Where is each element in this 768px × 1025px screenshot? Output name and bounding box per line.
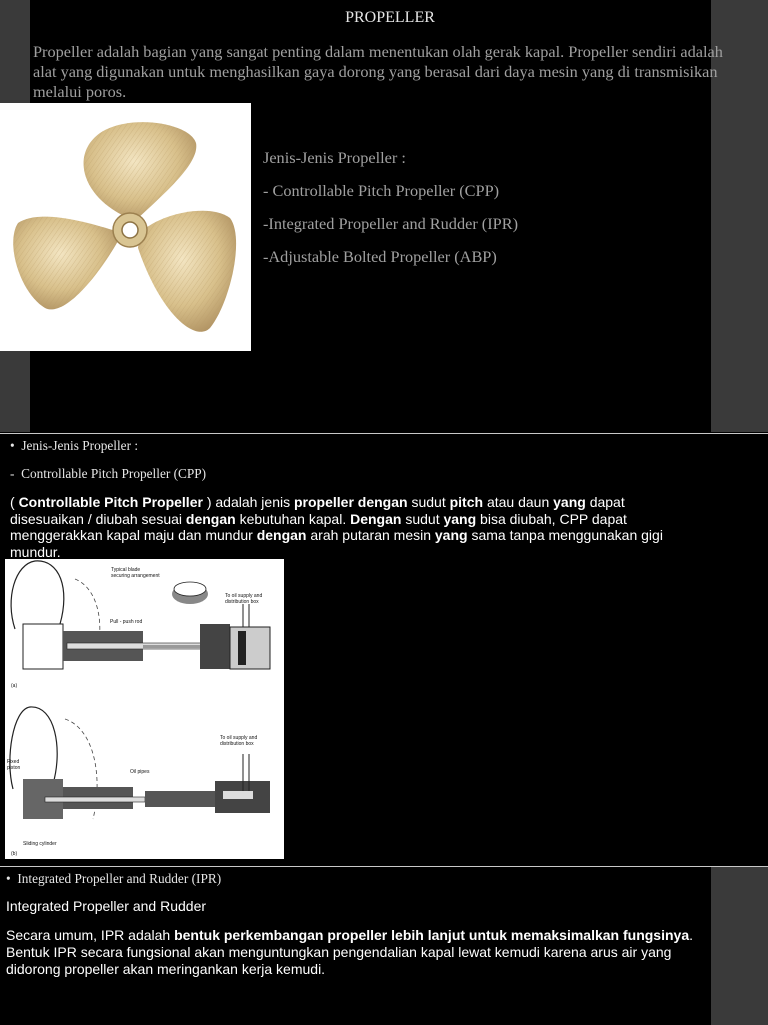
svg-text:Sliding cylinder: Sliding cylinder	[23, 841, 57, 847]
bullet-text: Jenis-Jenis Propeller :	[21, 438, 139, 453]
bullet-text: Controllable Pitch Propeller (CPP)	[21, 466, 207, 481]
svg-text:To oil supply and: To oil supply and	[220, 735, 258, 741]
intro-paragraph: Propeller adalah bagian yang sangat penting dalam menentukan olah gerak kapal. Propeller sendiri adalah alat yang digunakan untuk menghasilkan gaya dorong yang berasal dari daya mesin yang di transmisikan melalui poros.	[33, 42, 723, 101]
type-item-abp: -Adjustable Bolted Propeller (ABP)	[263, 247, 497, 266]
slide-title: PROPELLER	[345, 9, 435, 26]
slide-cpp	[0, 433, 768, 866]
slide-ipr	[0, 866, 768, 1025]
types-heading: Jenis-Jenis Propeller :	[263, 148, 406, 167]
svg-text:Oil pipes: Oil pipes	[130, 769, 150, 775]
bullet-text: Integrated Propeller and Rudder (IPR)	[17, 871, 222, 886]
ipr-heading	[6, 871, 221, 887]
cpp-diagram-drawing	[5, 559, 284, 859]
svg-text:(b): (b)	[11, 851, 18, 857]
svg-text:distribution box: distribution box	[220, 741, 254, 747]
svg-text:(a): (a)	[11, 683, 18, 689]
bullet-types-heading	[10, 438, 138, 454]
cpp-description: ( Controllable Pitch Propeller ) adalah jenis propeller dengan sudut pitch atau daun yang dapat disesuaikan / diubah sesuai dengan kebutuhan kapal. Dengan sudut yang bisa diubah, CPP dapat menggerakkan kapal maju dan mundur dengan arah putaran mesin yang sama tanpa menggunakan gigi mundur.	[10, 494, 663, 560]
cpp-diagram	[5, 559, 284, 859]
right-side-bar	[711, 867, 768, 1025]
svg-text:Pull - push rod: Pull - push rod	[110, 619, 143, 625]
svg-text:To oil supply and: To oil supply and	[225, 593, 263, 599]
svg-text:distribution box: distribution box	[225, 599, 259, 605]
bullet-dot-icon: •	[6, 871, 18, 886]
svg-text:securing arrangement: securing arrangement	[111, 573, 160, 579]
bullet-dot-icon: •	[10, 438, 22, 453]
svg-text:Typical blade: Typical blade	[111, 567, 141, 573]
type-item-ipr: -Integrated Propeller and Rudder (IPR)	[263, 214, 518, 233]
dash-marker: -	[10, 466, 22, 481]
propeller-image	[0, 103, 251, 351]
svg-text:piston: piston	[7, 765, 21, 771]
propeller-photo	[0, 103, 251, 351]
ipr-description: Secara umum, IPR adalah bentuk perkembangan propeller lebih lanjut untuk memaksimalkan fungsinya. Bentuk IPR secara fungsional akan menguntungkan pengendalian kapal lewat kemudi karena arus air yang didorong propeller akan meringankan kerja kemudi.	[6, 927, 693, 977]
bullet-cpp	[10, 466, 206, 482]
ipr-subheading: Integrated Propeller and Rudder	[6, 898, 207, 914]
type-item-cpp: - Controllable Pitch Propeller (CPP)	[263, 181, 500, 200]
svg-text:Fixed: Fixed	[7, 759, 20, 765]
slide-propeller-intro	[0, 0, 768, 432]
